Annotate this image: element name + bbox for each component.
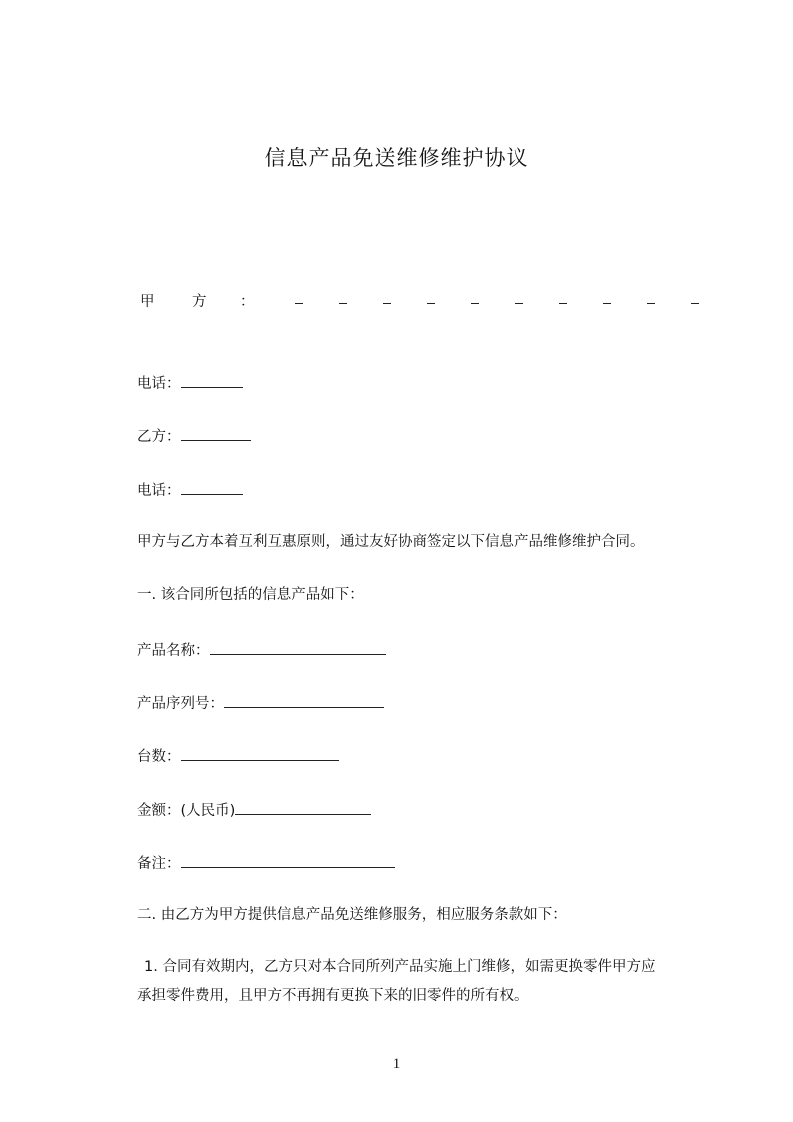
product-name-label: 产品名称： bbox=[137, 643, 210, 659]
remark-label: 备注： bbox=[137, 856, 181, 872]
phone-b-label: 电话： bbox=[137, 483, 181, 499]
party-a-dash bbox=[471, 303, 479, 304]
quantity-field bbox=[137, 745, 339, 767]
product-name-field bbox=[137, 639, 386, 661]
party-a-char1: 甲 bbox=[140, 294, 155, 310]
page-number: 1 bbox=[392, 1056, 401, 1072]
party-a-dash bbox=[515, 303, 523, 304]
amount-blank[interactable] bbox=[235, 799, 371, 815]
section2-heading: 二. 由乙方为甲方提供信息产品免送维修服务，相应服务条款如下： bbox=[137, 907, 567, 923]
phone-a-blank[interactable] bbox=[181, 372, 243, 388]
party-b-blank[interactable] bbox=[181, 425, 251, 441]
clause1-line1: 1. 合同有效期内，乙方只对本合同所列产品实施上门维修，如需更换零件甲方应 bbox=[144, 959, 656, 975]
product-name-blank[interactable] bbox=[210, 639, 386, 655]
party-a-colon: ： bbox=[240, 294, 255, 310]
remark-blank[interactable] bbox=[181, 852, 395, 868]
page-title: 信息产品免送维修维护协议 bbox=[264, 146, 529, 170]
phone-a-label: 电话： bbox=[137, 376, 181, 392]
intro-paragraph: 甲方与乙方本着互利互惠原则，通过友好协商签定以下信息产品维修维护合同。 bbox=[137, 534, 645, 550]
quantity-blank[interactable] bbox=[181, 745, 339, 761]
party-a-dash bbox=[647, 303, 655, 304]
party-b-field bbox=[137, 425, 251, 447]
serial-no-field bbox=[137, 692, 384, 714]
party-a-dash bbox=[383, 303, 391, 304]
party-a-dash bbox=[295, 303, 303, 304]
party-a-dash bbox=[427, 303, 435, 304]
party-a-dash bbox=[559, 303, 567, 304]
party-a-dash bbox=[339, 303, 347, 304]
quantity-label: 台数： bbox=[137, 749, 181, 765]
phone-b-field bbox=[137, 479, 243, 501]
section1-heading: 一. 该合同所包括的信息产品如下： bbox=[137, 587, 364, 603]
remark-field bbox=[137, 852, 395, 874]
party-a-dash bbox=[603, 303, 611, 304]
party-a-char2: 方 bbox=[192, 294, 207, 310]
amount-field bbox=[137, 799, 371, 821]
party-a-dash bbox=[691, 303, 699, 304]
serial-no-blank[interactable] bbox=[224, 692, 384, 708]
clause1-line2: 承担零件费用，且甲方不再拥有更换下来的旧零件的所有权。 bbox=[137, 988, 529, 1004]
clause1-paragraph bbox=[137, 953, 717, 1011]
phone-a-field bbox=[137, 372, 243, 394]
party-b-label: 乙方： bbox=[137, 429, 181, 445]
amount-label: 金额：(人民币) bbox=[137, 803, 236, 819]
phone-b-blank[interactable] bbox=[181, 479, 243, 495]
serial-no-label: 产品序列号： bbox=[137, 696, 224, 712]
